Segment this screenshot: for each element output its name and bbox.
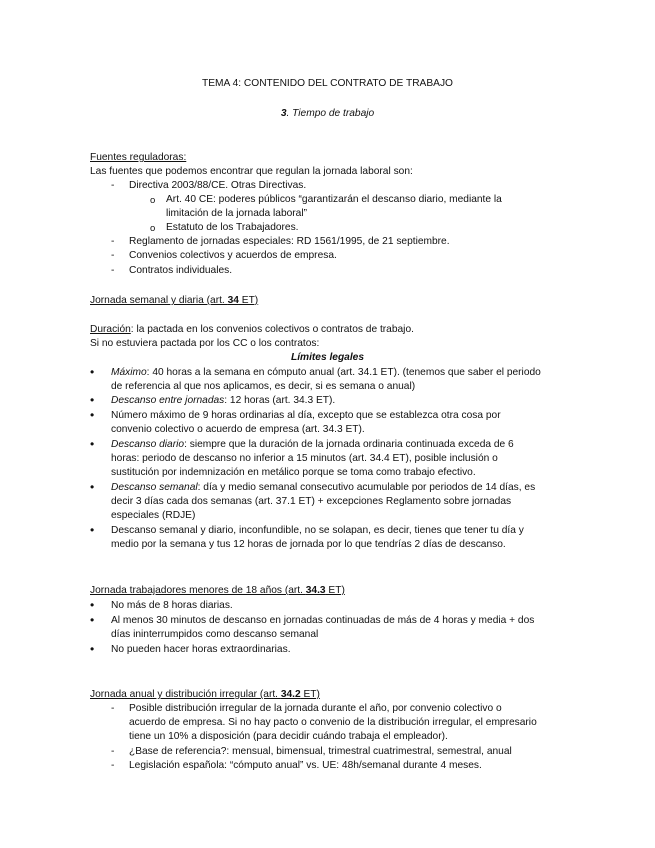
bullet-marker xyxy=(90,613,94,629)
heading-text: ET) xyxy=(238,295,259,306)
limit-item-cont: sustitución por indemnización en metálico porque se toma como trabajo efectivo. xyxy=(111,467,476,478)
limit-label: Descanso entre jornadas xyxy=(111,395,225,406)
limit-text: : 12 horas (art. 34.3 ET). xyxy=(224,395,336,406)
fuentes-item: Directiva 2003/88/CE. Otras Directivas. xyxy=(129,180,307,191)
limit-item-cont: horas: periodo de descanso no inferior a 15 minutos (art. 34.4 ET), posible inclusión o xyxy=(111,453,498,464)
menores-item-cont: días ininterrumpidos como descanso semanal xyxy=(111,629,319,640)
limites-legales-title: Límites legales xyxy=(290,352,365,363)
heading-text: ET) xyxy=(325,585,345,596)
limit-text: : siempre que la duración de la jornada ordinaria continuada exceda de 6 xyxy=(184,439,514,450)
limit-item xyxy=(111,438,514,452)
limit-item-cont: convenio colectivo o acuerdo de empresa (art. 34.3 ET). xyxy=(111,424,365,435)
circle-marker xyxy=(150,194,155,208)
duracion-line xyxy=(90,323,414,337)
dash-marker xyxy=(111,264,114,278)
menores-item: Al menos 30 minutos de descanso en jornadas continuadas de más de 4 horas y media + dos xyxy=(111,615,535,626)
limit-item-cont: especiales (RDJE) xyxy=(111,510,196,521)
dash-marker xyxy=(111,179,114,193)
heading-text: Jornada anual y distribución irregular (art. xyxy=(90,689,281,700)
section-heading-jornada-semanal xyxy=(90,294,258,308)
fuentes-item: Convenios colectivos y acuerdos de empresa. xyxy=(129,250,337,261)
heading-article-number: 34.2 xyxy=(280,689,301,700)
bullet-marker xyxy=(90,408,94,424)
anual-item: Legislación española: “cómputo anual” vs. UE: 48h/semanal durante 4 meses. xyxy=(129,760,482,771)
heading-article-number: 34 xyxy=(227,295,239,306)
subtitle-text: . Tiempo de trabajo xyxy=(286,108,375,119)
duracion-label: Duración xyxy=(90,324,131,335)
bullet-marker xyxy=(90,365,94,381)
menores-item: No pueden hacer horas extraordinarias. xyxy=(111,644,291,655)
limit-label: Máximo xyxy=(111,367,147,378)
limit-item: Número máximo de 9 horas ordinarias al día, excepto que se establezca otra cosa por xyxy=(111,410,501,421)
dash-marker xyxy=(111,249,114,263)
anual-item: Posible distribución irregular de la jornada durante el año, por convenio colectivo o xyxy=(129,703,502,714)
bullet-marker xyxy=(90,523,94,539)
section-heading-menores xyxy=(90,584,345,598)
fuentes-item: Reglamento de jornadas especiales: RD 1561/1995, de 21 septiembre. xyxy=(129,236,450,247)
dash-marker xyxy=(111,759,114,773)
fuentes-item: Contratos individuales. xyxy=(129,265,233,276)
fuentes-intro: Las fuentes que podemos encontrar que regulan la jornada laboral son: xyxy=(90,166,413,177)
limit-text: : día y medio semanal consecutivo acumulable por periodos de 14 días, es xyxy=(197,482,536,493)
bullet-marker xyxy=(90,437,94,453)
document-subtitle xyxy=(0,107,655,121)
limit-item xyxy=(111,366,541,380)
anual-item-cont: acuerdo de empresa. Si no hay pacto o convenio de la distribución irregular, el empresario xyxy=(129,717,537,728)
limit-item-cont: de referencia al que nos aplicamos, es decir, si es semana o anual) xyxy=(111,381,416,392)
anual-item: ¿Base de referencia?: mensual, bimensual, trimestral cuatrimestral, semestral, anual xyxy=(129,746,512,757)
heading-text: ET) xyxy=(300,689,320,700)
menores-item: No más de 8 horas diarias. xyxy=(111,600,233,611)
limit-item xyxy=(111,394,335,408)
limit-item: Descanso semanal y diario, inconfundible, no se solapan, es decir, tienes que tener tu día y xyxy=(111,525,524,536)
no-pactada-line: Si no estuviera pactada por los CC o los contratos: xyxy=(90,338,320,349)
bullet-marker xyxy=(90,393,94,409)
dash-marker xyxy=(111,235,114,249)
section-heading-jornada-anual xyxy=(90,688,320,702)
dash-marker xyxy=(111,702,114,716)
fuentes-subitem: Art. 40 CE: poderes públicos “garantizarán el descanso diario, mediante la xyxy=(166,194,502,205)
limit-text: : 40 horas a la semana en cómputo anual (art. 34.1 ET). (tenemos que saber el periodo xyxy=(146,367,541,378)
subtitle-number: 3 xyxy=(280,108,287,119)
limit-item-cont: decir 3 días cada dos semanas (art. 37.1 ET) + excepciones Reglamento sobre jornadas xyxy=(111,496,512,507)
limit-label: Descanso semanal xyxy=(111,482,198,493)
fuentes-subitem: Estatuto de los Trabajadores. xyxy=(166,222,299,233)
heading-text: Jornada semanal y diaria (art. xyxy=(90,295,228,306)
limit-label: Descanso diario xyxy=(111,439,185,450)
heading-text: Jornada trabajadores menores de 18 años (art. xyxy=(90,585,306,596)
duracion-text: : la pactada en los convenios colectivos o contratos de trabajo. xyxy=(130,324,414,335)
bullet-marker xyxy=(90,642,94,658)
bullet-marker xyxy=(90,598,94,614)
bullet-marker xyxy=(90,480,94,496)
document-title: TEMA 4: CONTENIDO DEL CONTRATO DE TRABAJO xyxy=(202,78,453,89)
limit-item xyxy=(111,481,535,495)
section-heading-fuentes: Fuentes reguladoras: xyxy=(90,152,187,163)
limit-item-cont: medio por la semana y tus 12 horas de jornada por lo que tendrías 2 días de descanso. xyxy=(111,539,506,550)
heading-article-number: 34.3 xyxy=(305,585,326,596)
dash-marker xyxy=(111,745,114,759)
fuentes-subitem-cont: limitación de la jornada laboral” xyxy=(166,208,308,219)
anual-item-cont: tiene un 10% a disposición (para decidir cuándo trabaja el empleador). xyxy=(129,731,448,742)
